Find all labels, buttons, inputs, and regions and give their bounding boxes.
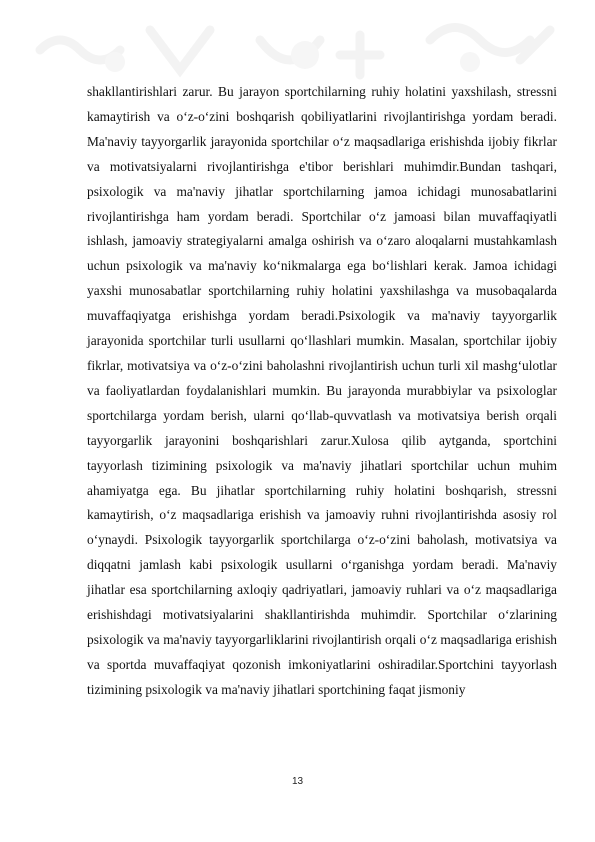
body-paragraph: shakllantirishlari zarur. Bu jarayon sportchilarning ruhiy holatini yaxshilash, stressni kamaytirish va o‘z-o‘zini boshqarish qobiliyatlarini rivojlantirishga yordam beradi. Ma'naviy tayyorgarlik jarayonida sportchilar o‘z maqsadlariga erishishda ijobiy fikrlar va motivatsiyalarni rivojlantirishga e'tibor berishlari muhimdir.Bundan tashqari, psixologik va ma'naviy jihatlar sportchilarning jamoa ichidagi munosabatlarini rivojlantirishga ham yordam beradi. Sportchilar o‘z jamoasi bilan muvaffaqiyatli ishlash, jamoaviy strategiyalarni amalga oshirish va o‘zaro aloqalarni mustahkamlash uchun psixologik va ma'naviy ko‘nikmalarga ega bo‘lishlari kerak. Jamoa ichidagi yaxshi munosabatlar sportchilarning ruhiy holatini yaxshilashga va musobaqalarda muvaffaqiyatga erishishga yordam beradi.Psixologik va ma'naviy tayyorgarlik jarayonida sportchilar turli usullarni qo‘llashlari mumkin. Masalan, sportchilar ijobiy fikrlar, motivatsiya va o‘z-o‘zini baholashni rivojlantirish uchun turli xil mashg‘ulotlar va faoliyatlardan foydalanishlari mumkin. Bu jarayonda murabbiylar va psixologlar sportchilarga yordam berish, ularni qo‘llab-quvvatlash va motivatsiya berish orqali tayyorgarlik jarayonini boshqarishlari zarur.Xulosa qilib aytganda, sportchini tayyorlash tizimining psixologik va ma'naviy jihatlari sportchilar uchun muhim ahamiyatga ega. Bu jihatlar sportchilarning ruhiy holatini boshqarish, stressni kamaytirish, o‘z maqsadlariga erishish va jamoaviy ruhni rivojlantirishda asosiy rol o‘ynaydi. Psixologik tayyorgarlik sportchilarga o‘z-o‘zini baholash, motivatsiya va diqqatni jamlash kabi psixologik usullarni o‘rganishga yordam beradi. Ma'naviy jihatlar esa sportchilarning axloqiy qadriyatlari, jamoaviy ruhlari va o‘z maqsadlariga erishishdagi motivatsiyalarini shakllantirishda muhimdir. Sportchilar o‘zlarining psixologik va ma'naviy tayyorgarliklarini rivojlantirish orqali o‘z maqsadlariga erishish va sportda muvaffaqiyat qozonish imkoniyatlarini oshiradilar.Sportchini tayyorlash tizimining psixologik va ma'naviy jihatlari sportchining faqat jismoniy [87, 84, 557, 697]
page-number: 13 [291, 776, 304, 787]
